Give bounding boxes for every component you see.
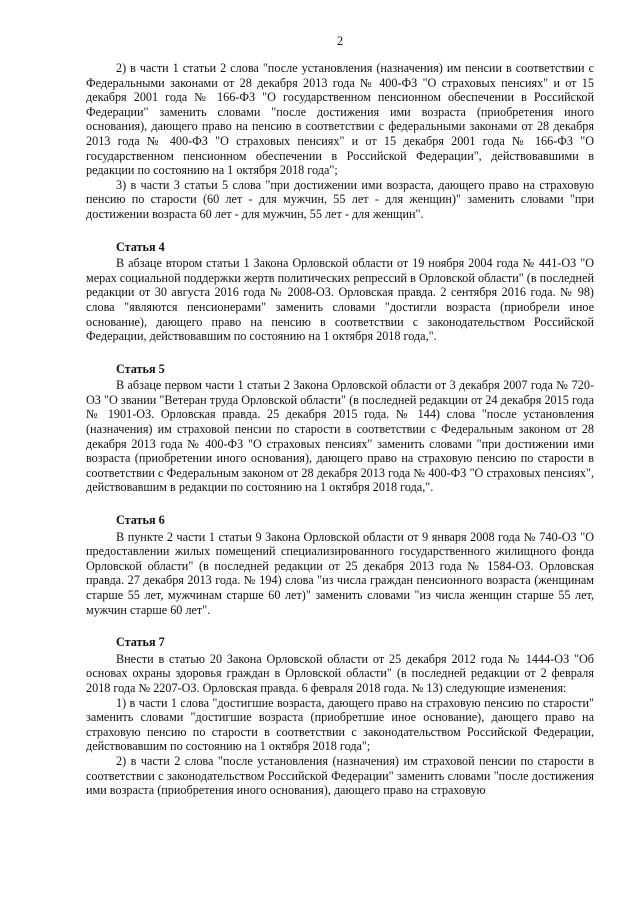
paragraph: 2) в части 1 статьи 2 слова "после установления (назначения) им пенсии в соответствии с Федеральными законами от 28 декабря 2013 года № 400-ФЗ "О страховых пенсиях" и от 15 декабря 2001 года № 166-ФЗ "О государственном пенсионном обеспечении в Российской Федерации" заменить словами "после достижения ими возраста (приобретения иного основания), дающего право на пенсию в соответствии с федеральными законами от 28 декабря 2013 года № 400-ФЗ "О страховых пенсиях" и от 15 декабря 2001 года № 166-ФЗ "О государственном пенсионном обеспечении в Российской Федерации", действовавшими в редакции по состоянию на 1 октября 2018 года"; — [86, 61, 594, 178]
paragraph: 3) в части 3 статьи 5 слова "при достижении ими возраста, дающего право на страховую пенсию по старости (60 лет - для мужчин, 55 лет - для женщин)" заменить словами "при достижении возраста 60 лет - для мужчин, 55 лет - для женщин". — [86, 177, 594, 221]
article-heading: Статья 7 — [116, 635, 165, 650]
article-heading: Статья 6 — [116, 513, 165, 528]
paragraph: 2) в части 2 слова "после установления (назначения) им страховой пенсии по старости в соответствии с законодательством Российской Федерации" заменить словами "после достижения ими возраста (приобретения иного основания), дающего право на страховую — [86, 753, 594, 798]
paragraph: В абзаце втором статьи 1 Закона Орловской области от 19 ноября 2004 года № 441-ОЗ "О мерах социальной поддержки жертв политических репрессий в Орловской области" (в последней редакции от 30 августа 2016 года № 2008-ОЗ. Орловская правда. 2 сентября 2016 года. № 98) слова "являются пенсионерами" заменить словами "достигли возраста (приобрели иное основание), дающего право на пенсию в соответствии с законодательством Российской Федерации, действовавшим по состоянию на 1 октября 2018 года,". — [86, 256, 594, 344]
page-number: 2 — [336, 34, 344, 48]
document-body — [86, 61, 594, 798]
article-heading: Статья 5 — [116, 361, 165, 376]
paragraph: В абзаце первом части 1 статьи 2 Закона Орловской области от 3 декабря 2007 года № 720-ОЗ "О звании "Ветеран труда Орловской области" (в последней редакции от 24 декабря 2015 года № 1901-ОЗ. Орловская правда. 25 декабря 2015 года. № 144) слова "после установления (назначения) им страховой пенсии по старости в соответствии с Федеральным законом от 28 декабря 2013 года № 400-ФЗ "О страховых пенсиях" заменить словами "при достижении ими возраста (приобретении иного основания), дающего право на страховую пенсию по старости в соответствии с Федеральным законом от 28 декабря 2013 года № 400-ФЗ "О страховых пенсиях", действовавшим в редакции по состоянию на 1 октября 2018 года,". — [86, 378, 594, 495]
paragraph: Внести в статью 20 Закона Орловской области от 25 декабря 2012 года № 1444-ОЗ "Об основах охраны здоровья граждан в Орловской области" (в последней редакции от 2 февраля 2018 года № 2207-ОЗ. Орловская правда. 6 февраля 2018 года. № 13) следующие изменения: — [86, 651, 594, 695]
article-heading: Статья 4 — [116, 239, 165, 254]
paragraph: В пункте 2 части 1 статьи 9 Закона Орловской области от 9 января 2008 года № 740-ОЗ "О предоставлении жилых помещений специализированного государственного жилищного фонда Орловской области" (в последней редакции от 25 декабря 2013 года № 1584-ОЗ. Орловская правда. 27 декабря 2013 года. № 194) слова "из числа граждан пенсионного возраста (женщинам старше 55 лет, мужчинам старше 60 лет)" заменить словами "из числа женщин старше 55 лет, мужчин старше 60 лет". — [86, 529, 594, 617]
paragraph: 1) в части 1 слова "достигшие возраста, дающего право на страховую пенсию по старости" заменить словами "достигшие возраста (приобретшие иное основание), дающего право на страховую пенсию по старости в соответствии с законодательством Российской Федерации, действовавшим по состоянию на 1 октября 2018 года"; — [86, 695, 594, 754]
